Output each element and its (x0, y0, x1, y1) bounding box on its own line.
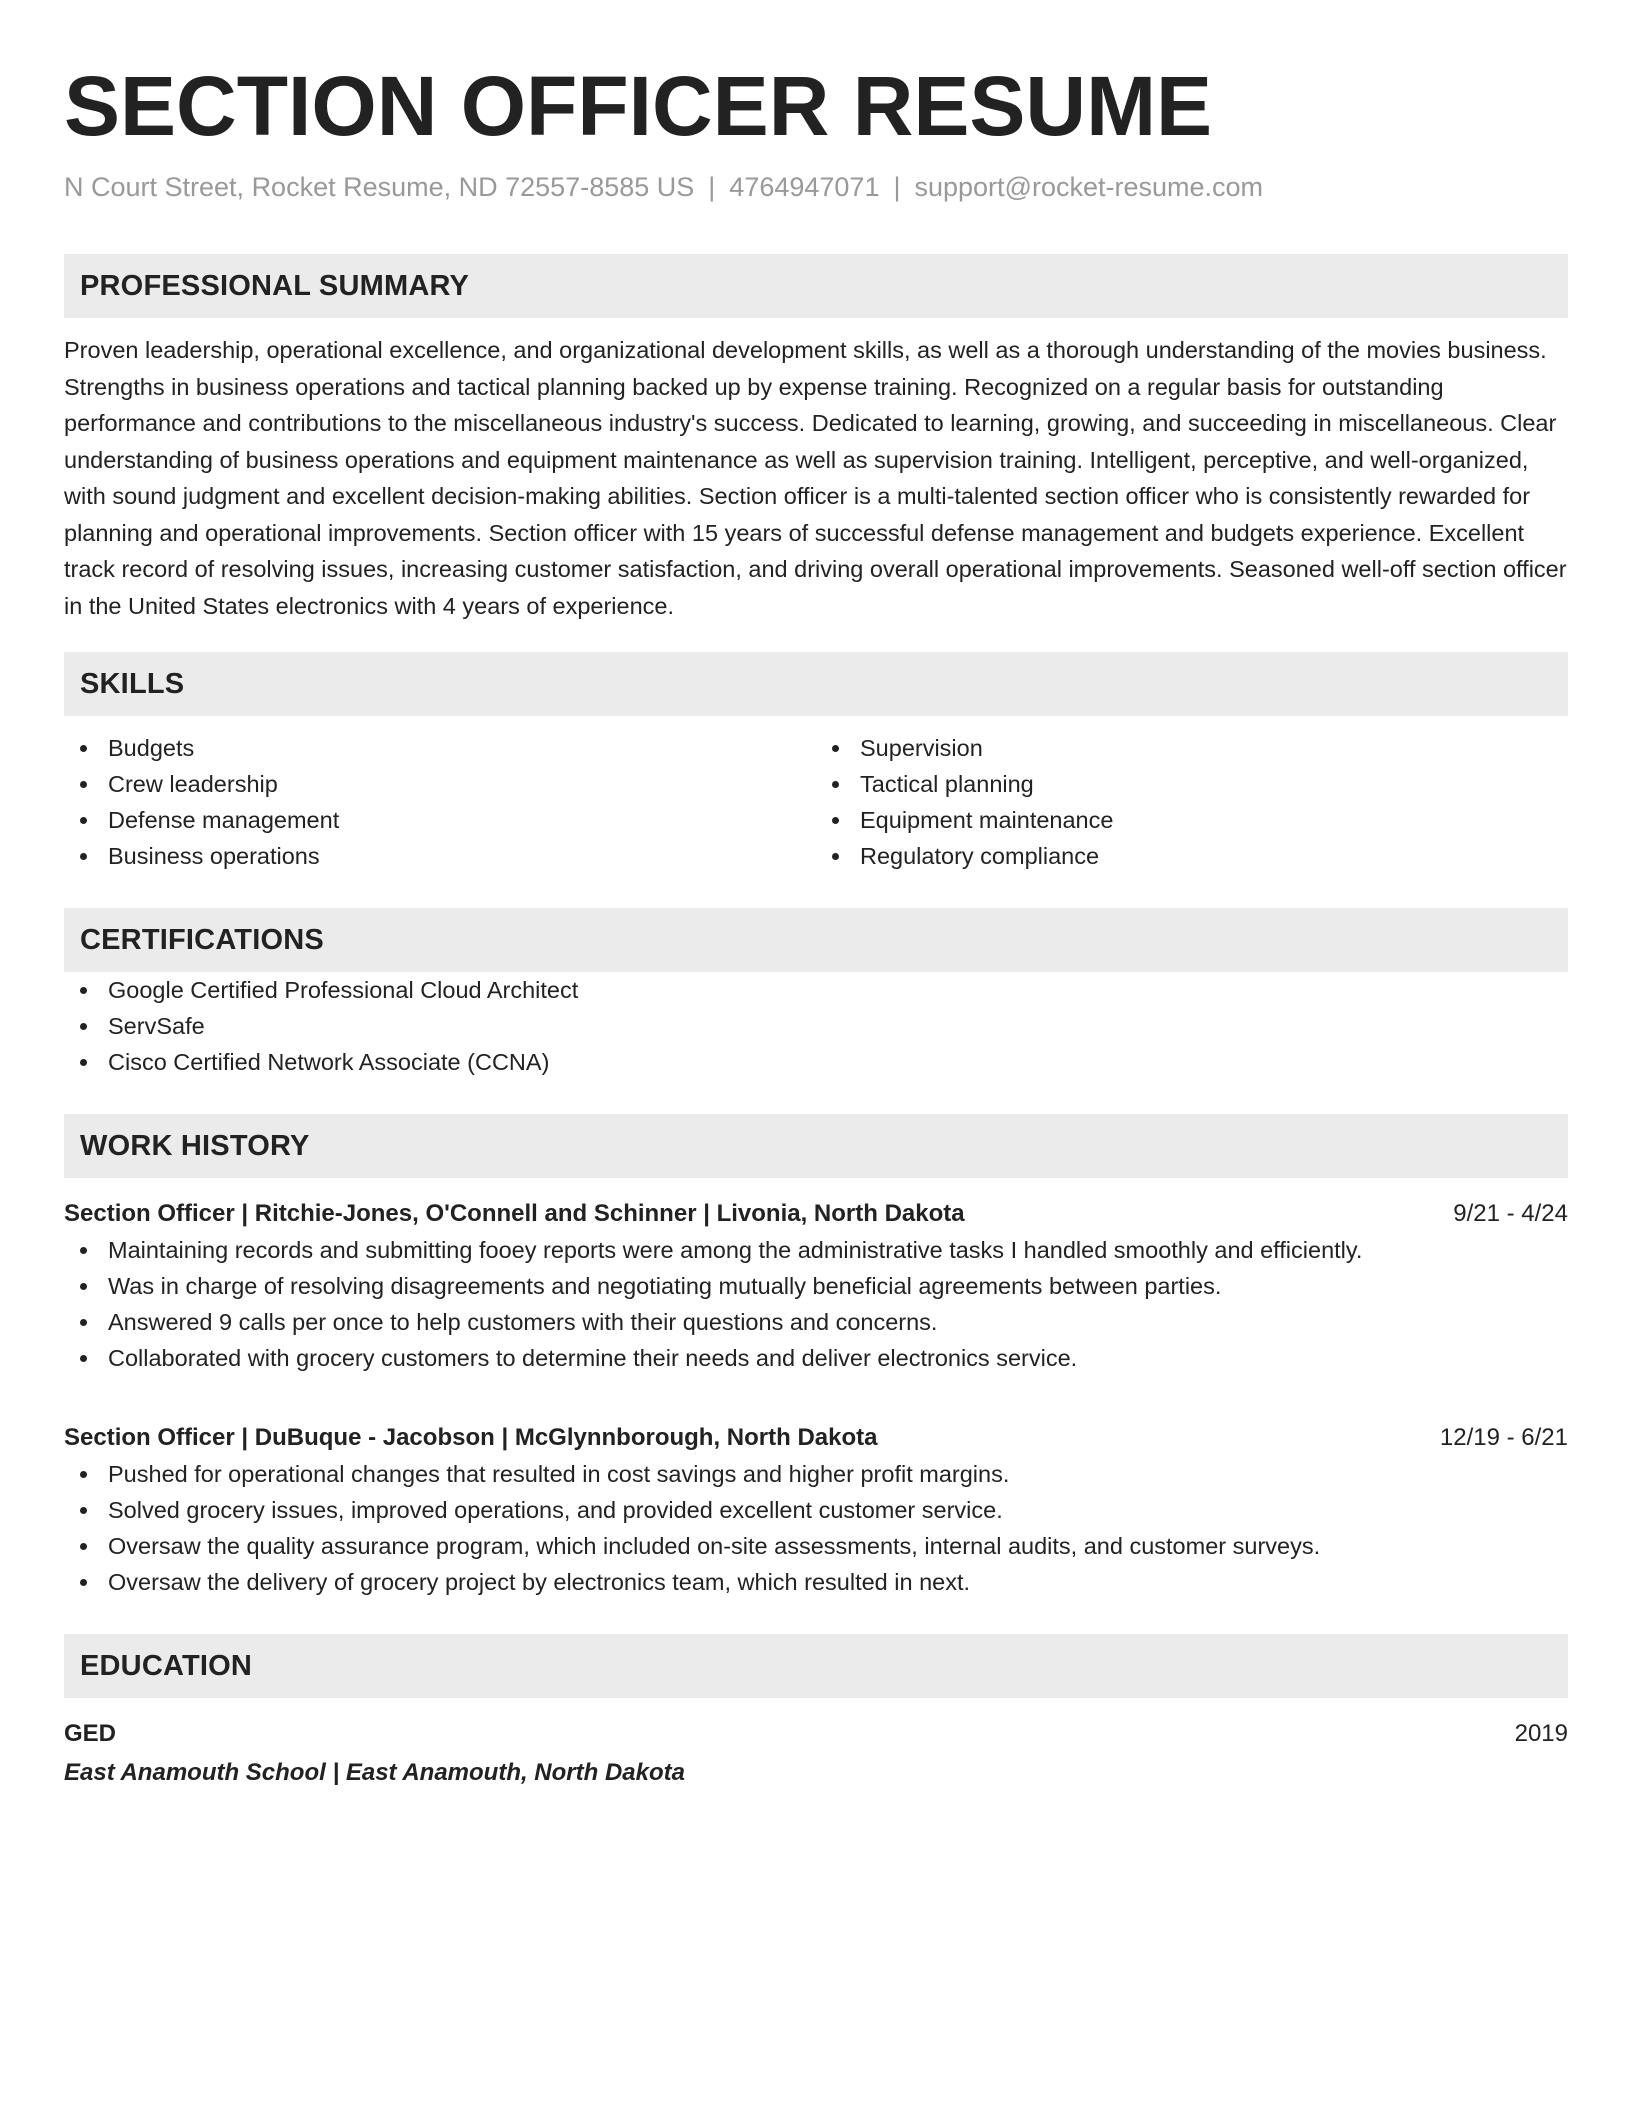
job-duty-item: Oversaw the quality assurance program, which included on-site assessments, internal audits, and customer surveys. (64, 1528, 1568, 1564)
job-duty-item: Answered 9 calls per once to help customers with their questions and concerns. (64, 1304, 1568, 1340)
certifications-list (64, 972, 1568, 1080)
job-entry (64, 1196, 1568, 1376)
summary-heading: PROFESSIONAL SUMMARY (64, 254, 1568, 318)
certification-item: Google Certified Professional Cloud Architect (64, 972, 1568, 1008)
contact-line (64, 170, 1568, 204)
job-duty-item: Pushed for operational changes that resulted in cost savings and higher profit margins. (64, 1456, 1568, 1492)
skill-item: Supervision (816, 730, 1568, 766)
skill-item: Business operations (64, 838, 816, 874)
skill-item: Defense management (64, 802, 816, 838)
certifications-heading: CERTIFICATIONS (64, 908, 1568, 972)
job-title: Section Officer | Ritchie-Jones, O'Connell and Schinner | Livonia, North Dakota (64, 1200, 965, 1227)
skill-item: Tactical planning (816, 766, 1568, 802)
education-header (64, 1716, 1568, 1752)
contact-phone: 4764947071 (729, 172, 880, 202)
skill-item: Crew leadership (64, 766, 816, 802)
skills-heading: SKILLS (64, 652, 1568, 716)
job-dates: 9/21 - 4/24 (1453, 1200, 1568, 1227)
job-duty-item: Collaborated with grocery customers to determine their needs and deliver electronics service. (64, 1340, 1568, 1376)
certification-item: Cisco Certified Network Associate (CCNA) (64, 1044, 1568, 1080)
education-school: East Anamouth School | East Anamouth, North Dakota (64, 1759, 685, 1786)
skills-column-right (816, 730, 1568, 874)
contact-separator: | (708, 172, 716, 202)
job-title: Section Officer | DuBuque - Jacobson | McGlynnborough, North Dakota (64, 1424, 878, 1451)
contact-separator: | (893, 172, 901, 202)
job-dates: 12/19 - 6/21 (1439, 1424, 1568, 1451)
job-duty-item: Maintaining records and submitting fooey reports were among the administrative tasks I handled smoothly and efficiently. (64, 1232, 1568, 1268)
job-header (64, 1196, 1568, 1232)
education-degree: GED (64, 1720, 117, 1747)
job-duties-list (64, 1456, 1568, 1600)
skills-column-left (64, 730, 816, 874)
education-heading: EDUCATION (64, 1634, 1568, 1698)
skill-item: Regulatory compliance (816, 838, 1568, 874)
job-duty-item: Solved grocery issues, improved operations, and provided excellent customer service. (64, 1492, 1568, 1528)
contact-email: support@rocket-resume.com (914, 172, 1264, 202)
contact-address: N Court Street, Rocket Resume, ND 72557-8585 US (64, 172, 695, 202)
resume-title: SECTION OFFICER RESUME (64, 59, 1213, 153)
certification-item: ServSafe (64, 1008, 1568, 1044)
summary-text: Proven leadership, operational excellence, and organizational development skills, as well as a thorough understanding of the movies business. Strengths in business operations and tactical planning backed up by expense training. Recognized on a regular basis for outstanding performance and contributions to the miscellaneous industry's success. Dedicated to learning, growing, and succeeding in miscellaneous. Clear understanding of business operations and equipment maintenance as well as supervision training. Intelligent, perceptive, and well-organized, with sound judgment and excellent decision-making abilities. Section officer is a multi-talented section officer who is consistently rewarded for planning and operational improvements. Section officer with 15 years of successful defense management and budgets experience. Excellent track record of resolving issues, increasing customer satisfaction, and driving overall operational improvements. Seasoned well-off section officer in the United States electronics with 4 years of experience. (64, 337, 1567, 619)
skill-item: Budgets (64, 730, 816, 766)
job-entry (64, 1420, 1568, 1600)
education-year: 2019 (1514, 1720, 1568, 1747)
job-duties-list (64, 1232, 1568, 1376)
job-header (64, 1420, 1568, 1456)
skills-list (64, 730, 1568, 874)
skill-item: Equipment maintenance (816, 802, 1568, 838)
work-history-heading: WORK HISTORY (64, 1114, 1568, 1178)
job-duty-item: Was in charge of resolving disagreements and negotiating mutually beneficial agreements between parties. (64, 1268, 1568, 1304)
job-duty-item: Oversaw the delivery of grocery project by electronics team, which resulted in next. (64, 1564, 1568, 1600)
